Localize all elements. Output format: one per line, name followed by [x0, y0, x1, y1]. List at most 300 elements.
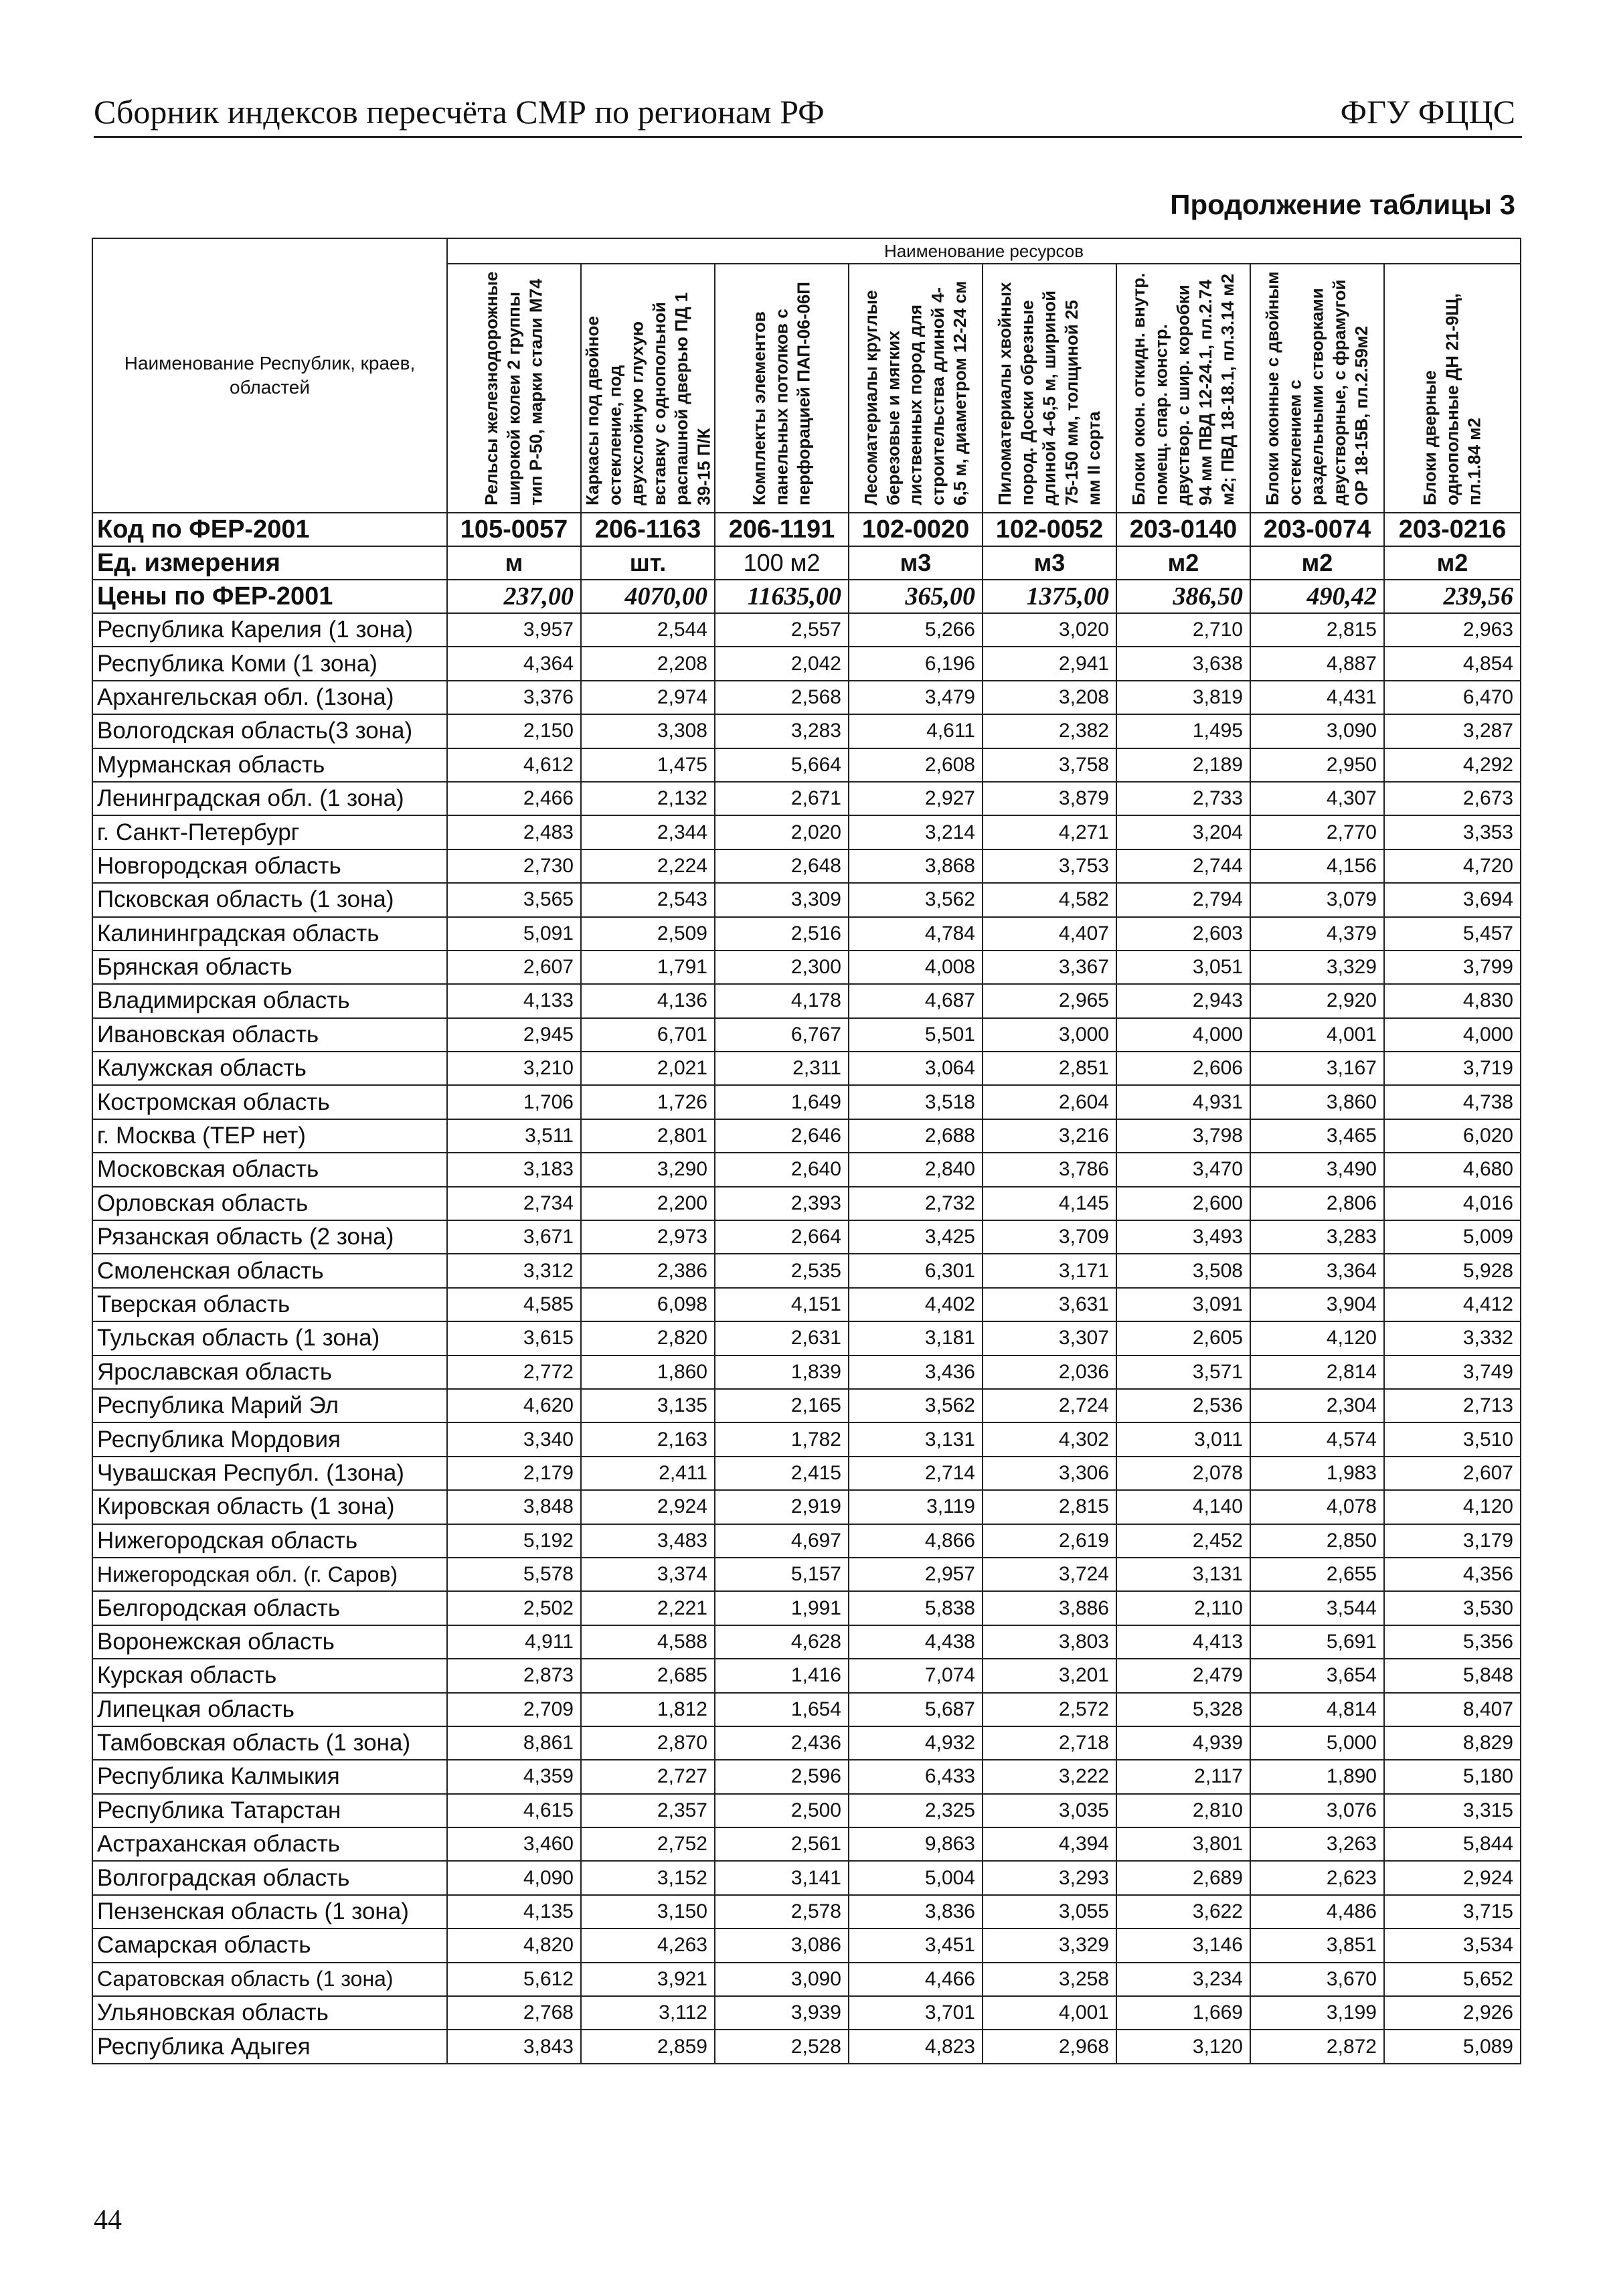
- index-value: 2,772: [447, 1356, 581, 1389]
- index-value: 4,814: [1250, 1693, 1384, 1726]
- index-value: 3,283: [715, 714, 849, 748]
- region-name: Новгородская область: [92, 849, 447, 883]
- index-value: 3,799: [1384, 951, 1521, 984]
- table-row: [92, 647, 1521, 680]
- region-name: Мурманская область: [92, 748, 447, 782]
- index-value: 3,470: [1116, 1153, 1250, 1186]
- table-row: [92, 1052, 1521, 1085]
- index-value: 3,222: [983, 1760, 1116, 1793]
- index-value: 4,588: [581, 1625, 715, 1659]
- index-value: 3,465: [1250, 1119, 1384, 1153]
- index-value: 3,479: [849, 681, 983, 714]
- index-value: 3,340: [447, 1422, 581, 1456]
- region-name: Рязанская область (2 зона): [92, 1220, 447, 1254]
- index-value: 3,367: [983, 951, 1116, 984]
- index-value: 3,315: [1384, 1794, 1521, 1827]
- index-value: 2,794: [1116, 883, 1250, 916]
- index-value: 3,798: [1116, 1119, 1250, 1153]
- index-value: 1,416: [715, 1659, 849, 1692]
- index-value: 3,709: [983, 1220, 1116, 1254]
- table-row: [92, 849, 1521, 883]
- index-value: 3,179: [1384, 1524, 1521, 1558]
- index-value: 1,890: [1250, 1760, 1384, 1793]
- index-value: 2,208: [581, 647, 715, 680]
- resource-unit: м2: [1116, 546, 1250, 580]
- index-value: 3,120: [1116, 2030, 1250, 2063]
- index-value: 3,758: [983, 748, 1116, 782]
- index-value: 4,402: [849, 1288, 983, 1321]
- index-value: 2,536: [1116, 1389, 1250, 1422]
- region-name: Архангельская обл. (1зона): [92, 681, 447, 714]
- index-value: 3,079: [1250, 883, 1384, 916]
- index-value: 2,344: [581, 815, 715, 849]
- index-value: 3,493: [1116, 1220, 1250, 1254]
- index-value: 2,110: [1116, 1591, 1250, 1625]
- index-value: 3,181: [849, 1321, 983, 1355]
- index-value: 3,353: [1384, 815, 1521, 849]
- table-row: [92, 917, 1521, 951]
- table-row: [92, 681, 1521, 714]
- index-value: 2,732: [849, 1187, 983, 1220]
- index-value: 7,074: [849, 1659, 983, 1692]
- region-name: Брянская область: [92, 951, 447, 984]
- region-name: Владимирская область: [92, 984, 447, 1017]
- index-value: 2,557: [715, 613, 849, 647]
- region-name: Орловская область: [92, 1187, 447, 1220]
- table-row: [92, 1187, 1521, 1220]
- index-value: 2,744: [1116, 849, 1250, 883]
- region-name: Республика Адыгея: [92, 2030, 447, 2063]
- index-value: 4,931: [1116, 1085, 1250, 1119]
- resources-title: Наименование ресурсов: [447, 238, 1521, 264]
- index-value: 2,965: [983, 984, 1116, 1017]
- index-value: 4,133: [447, 984, 581, 1017]
- index-value: 2,941: [983, 647, 1116, 680]
- index-value: 2,945: [447, 1018, 581, 1052]
- index-value: 4,823: [849, 2030, 983, 2063]
- index-value: 4,359: [447, 1760, 581, 1793]
- index-value: 3,544: [1250, 1591, 1384, 1625]
- index-value: 2,943: [1116, 984, 1250, 1017]
- index-value: 3,715: [1384, 1895, 1521, 1929]
- index-value: 2,768: [447, 1996, 581, 2030]
- index-value: 2,710: [1116, 613, 1250, 647]
- table-row: [92, 1119, 1521, 1153]
- index-value: 8,407: [1384, 1693, 1521, 1726]
- region-name: Республика Карелия (1 зона): [92, 613, 447, 647]
- index-value: 4,263: [581, 1929, 715, 1962]
- region-column-header: Наименование Республик, краев, областей: [92, 238, 447, 513]
- table-row: [92, 1220, 1521, 1254]
- index-value: 2,920: [1250, 984, 1384, 1017]
- index-value: 4,016: [1384, 1187, 1521, 1220]
- index-value: 9,863: [849, 1827, 983, 1861]
- index-value: 4,680: [1384, 1153, 1521, 1186]
- index-value: 3,749: [1384, 1356, 1521, 1389]
- index-value: 5,356: [1384, 1625, 1521, 1659]
- index-value: 3,719: [1384, 1052, 1521, 1085]
- index-value: 2,528: [715, 2030, 849, 2063]
- index-value: 2,436: [715, 1726, 849, 1760]
- index-value: 2,415: [715, 1457, 849, 1490]
- table-row: [92, 1457, 1521, 1490]
- index-value: 2,479: [1116, 1659, 1250, 1692]
- index-value: 3,724: [983, 1558, 1116, 1591]
- index-value: 1,991: [715, 1591, 849, 1625]
- index-value: 2,483: [447, 815, 581, 849]
- resource-column-header: [1116, 264, 1250, 513]
- index-value: 3,146: [1116, 1929, 1250, 1962]
- index-value: 2,596: [715, 1760, 849, 1793]
- resource-column-header: [1384, 264, 1521, 513]
- resource-name: Каркасы под двойное остекление, под двухслойную глухую вставку с однопольной распашной дверью ПД 1 39-15 П/К: [582, 292, 714, 505]
- index-value: 3,868: [849, 849, 983, 883]
- index-value: 3,879: [983, 782, 1116, 815]
- region-name: Псковская область (1 зона): [92, 883, 447, 916]
- header-divider: [94, 136, 1522, 138]
- table-row: [92, 1827, 1521, 1861]
- index-value: 3,263: [1250, 1827, 1384, 1861]
- index-value: 2,646: [715, 1119, 849, 1153]
- index-value: 1,791: [581, 951, 715, 984]
- index-value: 4,738: [1384, 1085, 1521, 1119]
- index-value: 8,829: [1384, 1726, 1521, 1760]
- table-row: [92, 1794, 1521, 1827]
- index-value: 4,620: [447, 1389, 581, 1422]
- index-value: 3,309: [715, 883, 849, 916]
- index-value: 2,730: [447, 849, 581, 883]
- region-name: Ульяновская область: [92, 1996, 447, 2030]
- index-value: 2,718: [983, 1726, 1116, 1760]
- index-value: 3,425: [849, 1220, 983, 1254]
- resource-code: 206-1163: [581, 513, 715, 546]
- index-value: 2,724: [983, 1389, 1116, 1422]
- index-value: 2,873: [447, 1659, 581, 1692]
- index-value: 3,374: [581, 1558, 715, 1591]
- index-value: 2,393: [715, 1187, 849, 1220]
- index-value: 4,866: [849, 1524, 983, 1558]
- index-value: 2,926: [1384, 1996, 1521, 2030]
- index-value: 4,379: [1250, 917, 1384, 951]
- index-value: 3,851: [1250, 1929, 1384, 1962]
- index-value: 4,356: [1384, 1558, 1521, 1591]
- index-value: 4,078: [1250, 1490, 1384, 1524]
- index-value: 2,689: [1116, 1861, 1250, 1894]
- resource-name: Блоки окон. откидн. внутр. помещ. спар. констр. двуствор. с шир. коробки 94 мм ПВД 12-24.1, пл.2.74 м2; ПВД 18-18.1, пл.3.14 м2: [1128, 272, 1238, 505]
- region-name: Вологодская область(3 зона): [92, 714, 447, 748]
- index-value: 2,870: [581, 1726, 715, 1760]
- region-name: Самарская область: [92, 1929, 447, 1962]
- index-value: 3,436: [849, 1356, 983, 1389]
- table-row: [92, 1389, 1521, 1422]
- index-value: 5,328: [1116, 1693, 1250, 1726]
- index-value: 5,612: [447, 1963, 581, 1996]
- resource-price: 237,00: [447, 580, 581, 613]
- resource-price: 490,42: [1250, 580, 1384, 613]
- index-value: 2,020: [715, 815, 849, 849]
- index-value: 4,854: [1384, 647, 1521, 680]
- index-value: 3,671: [447, 1220, 581, 1254]
- index-value: 2,631: [715, 1321, 849, 1355]
- resource-column-header: [447, 264, 581, 513]
- resource-price: 239,56: [1384, 580, 1521, 613]
- index-value: 3,308: [581, 714, 715, 748]
- resource-name: Блоки оконные с двойным остеклением с раздельными створками двустворные, с фрамугой ОР 18-15В, пл.2.59м2: [1262, 271, 1371, 505]
- index-value: 3,204: [1116, 815, 1250, 849]
- index-value: 2,572: [983, 1693, 1116, 1726]
- index-value: 4,720: [1384, 849, 1521, 883]
- index-value: 5,687: [849, 1693, 983, 1726]
- table-row: [92, 1422, 1521, 1456]
- index-value: 1,475: [581, 748, 715, 782]
- index-value: 2,810: [1116, 1794, 1250, 1827]
- index-value: 2,924: [581, 1490, 715, 1524]
- resource-column-header: [983, 264, 1116, 513]
- table-row: [92, 714, 1521, 748]
- region-name: Курская область: [92, 1659, 447, 1692]
- table-row: [92, 1321, 1521, 1355]
- index-value: 2,078: [1116, 1457, 1250, 1490]
- index-value: 2,733: [1116, 782, 1250, 815]
- region-name: Республика Марий Эл: [92, 1389, 447, 1422]
- index-value: 4,001: [1250, 1018, 1384, 1052]
- index-value: 4,156: [1250, 849, 1384, 883]
- table-row: [92, 883, 1521, 916]
- index-value: 2,411: [581, 1457, 715, 1490]
- index-value: 2,968: [983, 2030, 1116, 2063]
- index-value: 5,266: [849, 613, 983, 647]
- index-value: 3,183: [447, 1153, 581, 1186]
- table-row: [92, 1490, 1521, 1524]
- index-value: 2,150: [447, 714, 581, 748]
- index-value: 4,120: [1250, 1321, 1384, 1355]
- index-value: 2,600: [1116, 1187, 1250, 1220]
- index-value: 5,838: [849, 1591, 983, 1625]
- index-value: 2,604: [983, 1085, 1116, 1119]
- region-name: Тульская область (1 зона): [92, 1321, 447, 1355]
- index-value: 2,671: [715, 782, 849, 815]
- region-name: Чувашская Республ. (1зона): [92, 1457, 447, 1490]
- table-row: [92, 1288, 1521, 1321]
- index-value: 3,510: [1384, 1422, 1521, 1456]
- index-value: 4,000: [1116, 1018, 1250, 1052]
- index-value: 5,004: [849, 1861, 983, 1894]
- index-value: 3,287: [1384, 714, 1521, 748]
- index-value: 5,844: [1384, 1827, 1521, 1861]
- resource-column-header: [1250, 264, 1384, 513]
- index-value: 2,607: [447, 951, 581, 984]
- index-value: 3,150: [581, 1895, 715, 1929]
- index-value: 4,364: [447, 647, 581, 680]
- index-value: 3,119: [849, 1490, 983, 1524]
- index-value: 4,820: [447, 1929, 581, 1962]
- table-row: [92, 1153, 1521, 1186]
- index-value: 2,655: [1250, 1558, 1384, 1591]
- index-value: 4,135: [447, 1895, 581, 1929]
- table-row: [92, 1861, 1521, 1894]
- resource-unit: м2: [1384, 546, 1521, 580]
- index-value: 2,036: [983, 1356, 1116, 1389]
- index-value: 2,850: [1250, 1524, 1384, 1558]
- index-value: 3,622: [1116, 1895, 1250, 1929]
- index-value: 1,839: [715, 1356, 849, 1389]
- region-name: Ленинградская обл. (1 зона): [92, 782, 447, 815]
- region-name: Астраханская область: [92, 1827, 447, 1861]
- index-value: 3,020: [983, 613, 1116, 647]
- index-value: 3,571: [1116, 1356, 1250, 1389]
- code-row-label: Код по ФЕР-2001: [92, 513, 447, 546]
- region-name: г. Москва (ТЕР нет): [92, 1119, 447, 1153]
- index-value: 4,466: [849, 1963, 983, 1996]
- price-row: [92, 580, 1521, 613]
- index-value: 3,332: [1384, 1321, 1521, 1355]
- index-value: 2,608: [849, 748, 983, 782]
- region-name: Воронежская область: [92, 1625, 447, 1659]
- index-value: 4,887: [1250, 647, 1384, 680]
- index-value: 4,001: [983, 1996, 1116, 2030]
- region-name: Калужская область: [92, 1052, 447, 1085]
- index-value: 3,701: [849, 1996, 983, 2030]
- index-value: 3,843: [447, 2030, 581, 2063]
- index-value: 4,939: [1116, 1726, 1250, 1760]
- region-name: Белгородская область: [92, 1591, 447, 1625]
- index-value: 5,009: [1384, 1220, 1521, 1254]
- index-value: 3,753: [983, 849, 1116, 883]
- index-value: 5,457: [1384, 917, 1521, 951]
- index-value: 3,011: [1116, 1422, 1250, 1456]
- index-value: 2,688: [849, 1119, 983, 1153]
- region-name: Калининградская область: [92, 917, 447, 951]
- index-value: 2,200: [581, 1187, 715, 1220]
- index-value: 4,090: [447, 1861, 581, 1894]
- index-value: 3,631: [983, 1288, 1116, 1321]
- index-value: 2,685: [581, 1659, 715, 1692]
- index-value: 4,008: [849, 951, 983, 984]
- index-value: 3,086: [715, 1929, 849, 1962]
- index-value: 2,466: [447, 782, 581, 815]
- index-value: 4,911: [447, 1625, 581, 1659]
- index-value: 4,438: [849, 1625, 983, 1659]
- index-value: 6,098: [581, 1288, 715, 1321]
- index-value: 6,196: [849, 647, 983, 680]
- resource-code: 105-0057: [447, 513, 581, 546]
- region-name: Липецкая область: [92, 1693, 447, 1726]
- index-value: 5,664: [715, 748, 849, 782]
- table-continuation-caption: Продолжение таблицы 3: [1170, 189, 1515, 220]
- index-value: 3,131: [1116, 1558, 1250, 1591]
- index-value: 5,192: [447, 1524, 581, 1558]
- index-value: 3,076: [1250, 1794, 1384, 1827]
- index-value: 3,836: [849, 1895, 983, 1929]
- index-value: 3,112: [581, 1996, 715, 2030]
- index-value: 6,470: [1384, 681, 1521, 714]
- index-value: 3,638: [1116, 647, 1250, 680]
- unit-row-label: Ед. измерения: [92, 546, 447, 580]
- index-value: 5,091: [447, 917, 581, 951]
- resource-unit: м3: [849, 546, 983, 580]
- index-value: 2,603: [1116, 917, 1250, 951]
- table-row: [92, 1356, 1521, 1389]
- index-value: 2,502: [447, 1591, 581, 1625]
- index-value: 5,501: [849, 1018, 983, 1052]
- index-value: 4,394: [983, 1827, 1116, 1861]
- index-value: 3,214: [849, 815, 983, 849]
- index-value: 3,171: [983, 1254, 1116, 1287]
- index-value: 2,021: [581, 1052, 715, 1085]
- region-name: Московская область: [92, 1153, 447, 1186]
- index-value: 2,568: [715, 681, 849, 714]
- region-name: Волгоградская область: [92, 1861, 447, 1894]
- index-value: 4,585: [447, 1288, 581, 1321]
- index-value: 2,840: [849, 1153, 983, 1186]
- index-value: 1,726: [581, 1085, 715, 1119]
- index-value: 6,020: [1384, 1119, 1521, 1153]
- index-value: 4,612: [447, 748, 581, 782]
- index-value: 2,713: [1384, 1389, 1521, 1422]
- resource-price: 386,50: [1116, 580, 1250, 613]
- index-value: 2,605: [1116, 1321, 1250, 1355]
- index-value: 4,628: [715, 1625, 849, 1659]
- table-row: [92, 1558, 1521, 1591]
- index-value: 4,582: [983, 883, 1116, 916]
- table-row: [92, 1254, 1521, 1287]
- region-name: Нижегородская область: [92, 1524, 447, 1558]
- index-value: 2,561: [715, 1827, 849, 1861]
- resource-name: Комплекты элементов панельных потолков с перфорацией ПАП-06-06П: [749, 282, 814, 505]
- index-value: 2,357: [581, 1794, 715, 1827]
- index-value: 3,234: [1116, 1963, 1250, 1996]
- index-value: 2,163: [581, 1422, 715, 1456]
- index-value: 3,283: [1250, 1220, 1384, 1254]
- table-row: [92, 1895, 1521, 1929]
- table-row: [92, 1760, 1521, 1793]
- index-value: 4,412: [1384, 1288, 1521, 1321]
- index-value: 3,307: [983, 1321, 1116, 1355]
- index-value: 3,518: [849, 1085, 983, 1119]
- index-value: 3,886: [983, 1591, 1116, 1625]
- index-value: 4,413: [1116, 1625, 1250, 1659]
- index-value: 2,851: [983, 1052, 1116, 1085]
- index-value: 3,293: [983, 1861, 1116, 1894]
- index-value: 3,694: [1384, 883, 1521, 916]
- index-value: 2,815: [1250, 613, 1384, 647]
- index-value: 2,673: [1384, 782, 1521, 815]
- index-value: 1,812: [581, 1693, 715, 1726]
- index-value: 3,483: [581, 1524, 715, 1558]
- index-value: 2,872: [1250, 2030, 1384, 2063]
- resource-name: Лесоматериалы круглые березовые и мягких лиственных пород для строительства длиной 4-6,5 м, диаметром 12-24 см: [860, 280, 970, 505]
- resource-price: 1375,00: [983, 580, 1116, 613]
- region-name: Республика Татарстан: [92, 1794, 447, 1827]
- index-value: 6,433: [849, 1760, 983, 1793]
- index-value: 1,706: [447, 1085, 581, 1119]
- index-value: 5,157: [715, 1558, 849, 1591]
- index-value: 1,495: [1116, 714, 1250, 748]
- index-value: 2,974: [581, 681, 715, 714]
- resource-column-header: [715, 264, 849, 513]
- resource-unit: 100 м2: [715, 546, 849, 580]
- index-value: 2,179: [447, 1457, 581, 1490]
- region-name: Смоленская область: [92, 1254, 447, 1287]
- resource-unit: м: [447, 546, 581, 580]
- index-table: [92, 238, 1521, 2064]
- index-value: 2,770: [1250, 815, 1384, 849]
- index-value: 2,815: [983, 1490, 1116, 1524]
- index-value: 4,611: [849, 714, 983, 748]
- index-value: 3,199: [1250, 1996, 1384, 2030]
- table-row: [92, 613, 1521, 647]
- index-value: 1,782: [715, 1422, 849, 1456]
